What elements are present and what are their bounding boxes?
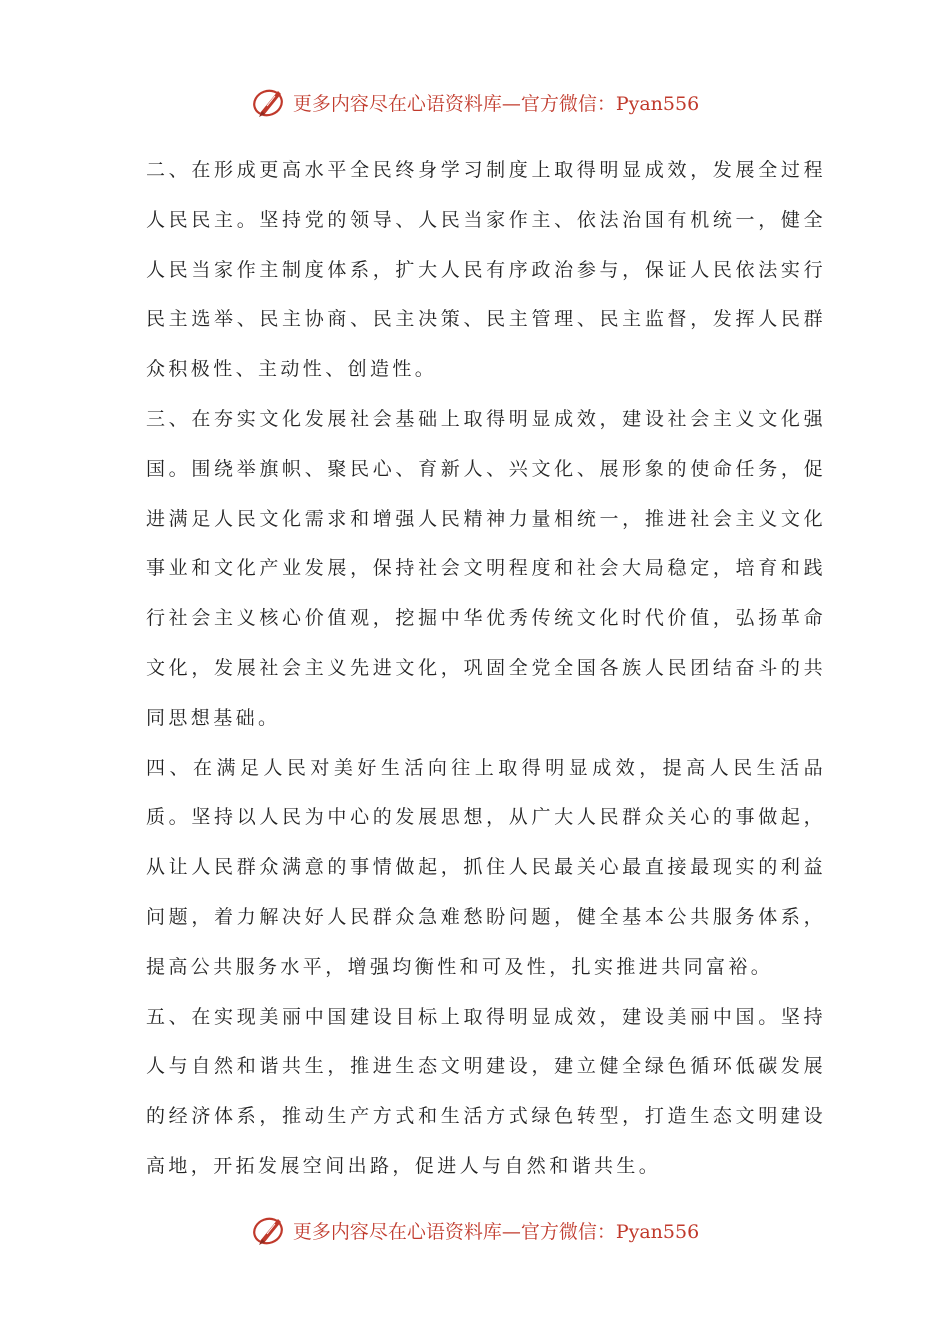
header-banner-text: 更多内容尽在心语资料库—官方微信：Pyan556 [292,92,700,115]
document-body [146,146,826,1192]
paragraph-two: 二、在形成更高水平全民终身学习制度上取得明显成效，发展全过程人民民主。坚持党的领导、人民当家作主、依法治国有机统一，健全人民当家作主制度体系，扩大人民有序政治参与，保证人民依法实行民主选举、民主协商、民主决策、民主管理、民主监督，发挥人民群众积极性、主动性、创造性。 [146,159,826,381]
quill-pen-icon [251,1212,287,1248]
quill-pen-icon [251,84,287,120]
paragraph-four: 四、在满足人民对美好生活向往上取得明显成效，提高人民生活品质。坚持以人民为中心的发展思想，从广大人民群众关心的事做起，从让人民群众满意的事情做起，抓住人民最关心最直接最现实的利益问题，着力解决好人民群众急难愁盼问题，健全基本公共服务体系，提高公共服务水平，增强均衡性和可及性，扎实推进共同富裕。 [146,756,826,978]
header-banner [0,80,950,124]
footer-banner [0,1208,950,1252]
paragraph-three: 三、在夯实文化发展社会基础上取得明显成效，建设社会主义文化强国。围绕举旗帜、聚民心、育新人、兴文化、展形象的使命任务，促进满足人民文化需求和增强人民精神力量相统一，推进社会主义文化事业和文化产业发展，保持社会文明程度和社会大局稳定，培育和践行社会主义核心价值观，挖掘中华优秀传统文化时代价值，弘扬革命文化，发展社会主义先进文化，巩固全党全国各族人民团结奋斗的共同思想基础。 [146,407,826,729]
footer-banner-text: 更多内容尽在心语资料库—官方微信：Pyan556 [292,1220,700,1243]
footer-banner-inner [251,1212,699,1248]
header-banner-inner [251,84,699,120]
paragraph-five: 五、在实现美丽中国建设目标上取得明显成效，建设美丽中国。坚持人与自然和谐共生，推进生态文明建设，建立健全绿色循环低碳发展的经济体系，推动生产方式和生活方式绿色转型，打造生态文明建设高地，开拓发展空间出路，促进人与自然和谐共生。 [146,1005,826,1177]
